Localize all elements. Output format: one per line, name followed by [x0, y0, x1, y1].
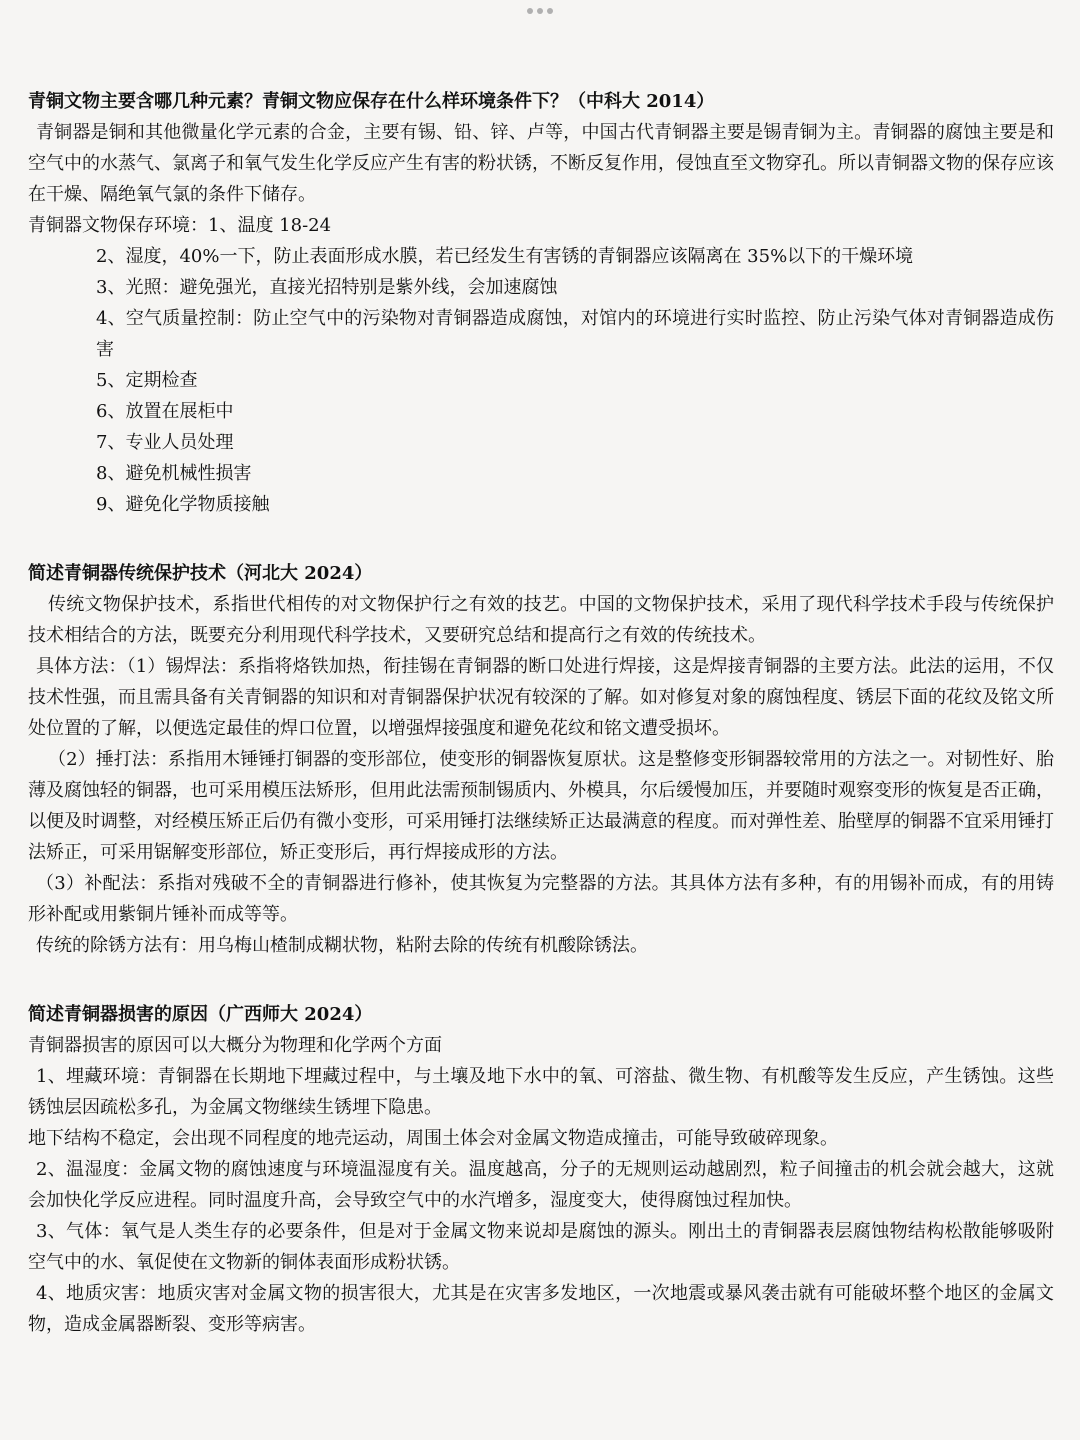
paragraph: （3）补配法：系指对残破不全的青铜器进行修补，使其恢复为完整器的方法。其具体方法有多种，有的用锡补而成，有的用铸形补配或用紫铜片锤补而成等等。: [28, 873, 1054, 925]
dot: [547, 8, 553, 14]
list-item: 5、定期检查: [96, 370, 198, 391]
paragraph: 1、埋藏环境：青铜器在长期地下埋藏过程中，与土壤及地下水中的氧、可溶盐、微生物、有机酸等发生反应，产生锈蚀。这些锈蚀层因疏松多孔，为金属文物继续生锈埋下隐患。: [28, 1066, 1054, 1118]
paragraph: 青铜器是铜和其他微量化学元素的合金，主要有锡、铅、锌、卢等，中国古代青铜器主要是锡青铜为主。青铜器的腐蚀主要是和空气中的水蒸气、氯离子和氧气发生化学反应产生有害的粉状锈，不断反复作用，侵蚀直至文物穿孔。所以青铜器文物的保存应该在干燥、隔绝氧气氯的条件下储存。: [28, 122, 1054, 205]
section-title: 青铜文物主要含哪几种元素？青铜文物应保存在什么样环境条件下？（中科大 2014）: [28, 91, 715, 112]
list-item: 7、专业人员处理: [96, 432, 234, 453]
list-item: 6、放置在展柜中: [96, 401, 234, 422]
paragraph: 4、地质灾害：地质灾害对金属文物的损害很大，尤其是在灾害多发地区，一次地震或暴风袭击就有可能破坏整个地区的金属文物，造成金属器断裂、变形等病害。: [28, 1283, 1054, 1335]
paragraph: 传统文物保护技术，系指世代相传的对文物保护行之有效的技艺。中国的文物保护技术，采用了现代科学技术手段与传统保护技术相结合的方法，既要充分利用现代科学技术，又要研究总结和提高行之有效的传统技术。: [28, 594, 1054, 646]
document-body: [28, 86, 1054, 1340]
list-item: 8、避免机械性损害: [96, 463, 252, 484]
dot: [537, 8, 543, 14]
section-traditional-protection: [28, 558, 1054, 961]
paragraph: 3、气体：氧气是人类生存的必要条件，但是对于金属文物来说却是腐蚀的源头。刚出土的青铜器表层腐蚀物结构松散能够吸附空气中的水、氧促使在文物新的铜体表面形成粉状锈。: [28, 1221, 1054, 1273]
section-title: 简述青铜器传统保护技术（河北大 2024）: [28, 563, 373, 584]
paragraph: 具体方法：（1）锡焊法：系指将烙铁加热，衔挂锡在青铜器的断口处进行焊接，这是焊接青铜器的主要方法。此法的运用，不仅技术性强，而且需具备有关青铜器的知识和对青铜器保护状况有较深的了解。如对修复对象的腐蚀程度、锈层下面的花纹及铭文所处位置的了解，以便选定最佳的焊口位置，以增强焊接强度和避免花纹和铭文遭受损坏。: [28, 656, 1054, 739]
menu-dots-icon[interactable]: [0, 8, 1080, 14]
list-item: 2、湿度，40%一下，防止表面形成水膜，若已经发生有害锈的青铜器应该隔离在 35%以下的干燥环境: [96, 246, 914, 267]
list-item: 4、空气质量控制：防止空气中的污染物对青铜器造成腐蚀，对馆内的环境进行实时监控、防止污染气体对青铜器造成伤害: [96, 308, 1054, 360]
paragraph: 传统的除锈方法有：用乌梅山楂制成糊状物，粘附去除的传统有机酸除锈法。: [36, 935, 648, 956]
section-damage-causes: [28, 999, 1054, 1340]
paragraph: （2）捶打法：系指用木锤锤打铜器的变形部位，使变形的铜器恢复原状。这是整修变形铜器较常用的方法之一。对韧性好、胎薄及腐蚀轻的铜器，也可采用模压法矫形，但用此法需预制锡质内、外模具，尔后缓慢加压，并要随时观察变形的恢复是否正确，以便及时调整，对经模压矫正后仍有微小变形，可采用锤打法继续矫正达最满意的程度。而对弹性差、胎壁厚的铜器不宜采用锤打法矫正，可采用锯解变形部位，矫正变形后，再行焊接成形的方法。: [28, 749, 1054, 863]
environment-list: [28, 241, 1054, 520]
paragraph: 青铜器文物保存环境：1、温度 18-24: [28, 215, 332, 236]
section-bronze-elements: [28, 86, 1054, 520]
dot: [527, 8, 533, 14]
paragraph: 青铜器损害的原因可以大概分为物理和化学两个方面: [28, 1035, 442, 1056]
paragraph: 地下结构不稳定，会出现不同程度的地壳运动，周围土体会对金属文物造成撞击，可能导致破碎现象。: [28, 1128, 838, 1149]
paragraph: 2、温湿度：金属文物的腐蚀速度与环境温湿度有关。温度越高，分子的无规则运动越剧烈，粒子间撞击的机会就会越大，这就会加快化学反应进程。同时温度升高，会导致空气中的水汽增多，湿度变大，使得腐蚀过程加快。: [28, 1159, 1054, 1211]
list-item: 9、避免化学物质接触: [96, 494, 270, 515]
section-title: 简述青铜器损害的原因（广西师大 2024）: [28, 1004, 373, 1025]
list-item: 3、光照：避免强光，直接光招特别是紫外线，会加速腐蚀: [96, 277, 558, 298]
